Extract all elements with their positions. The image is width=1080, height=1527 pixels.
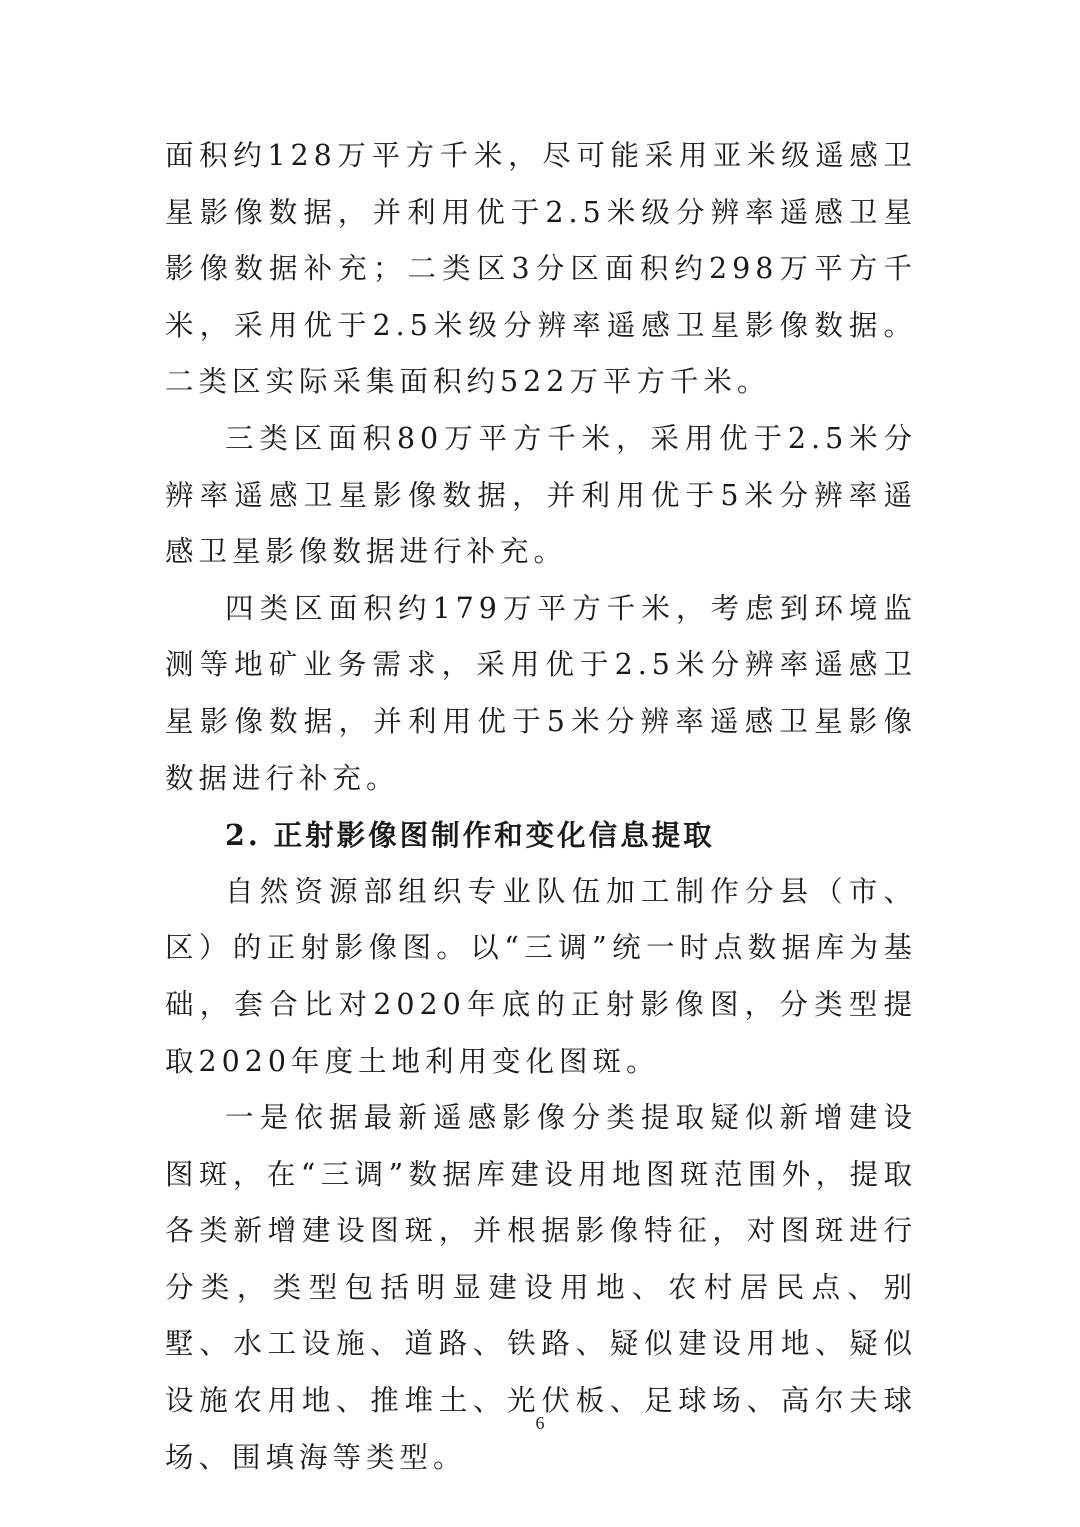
section-heading: 2. 正射影像图制作和变化信息提取 <box>225 818 715 853</box>
paragraph-new-construction-extraction: 一是依据最新遥感影像分类提取疑似新增建设图斑，在“三调”数据库建设用地图斑范围外，提取各类新增建设图斑，并根据影像特征，对图斑进行分类，类型包括明显建设用地、农村居民点、别墅、水工设施、道路、铁路、疑似建设用地、疑似设施农用地、推堆土、光伏板、足球场、高尔夫球场、围填海等类型。 <box>165 1101 917 1474</box>
page-number: 6 <box>535 1413 545 1433</box>
document-body <box>165 128 917 1486</box>
paragraph-class-four-area: 四类区面积约179万平方千米，考虑到环境监测等地矿业务需求，采用优于2.5米分辨率遥感卫星影像数据，并利用优于5米分辨率遥感卫星影像数据进行补充。 <box>165 591 917 795</box>
paragraph-class-three-area: 三类区面积80万平方千米，采用优于2.5米分辨率遥感卫星影像数据，并利用优于5米分辨率遥感卫星影像数据进行补充。 <box>165 421 917 569</box>
paragraph-continued-area: 面积约128万平方千米，尽可能采用亚米级遥感卫星影像数据，并利用优于2.5米级分辨率遥感卫星影像数据补充；二类区3分区面积约298万平方千米，采用优于2.5米级分辨率遥感卫星影像数据。二类区实际采集面积约522万平方千米。 <box>165 139 917 399</box>
paragraph-orthophoto-production: 自然资源部组织专业队伍加工制作分县（市、区）的正射影像图。以“三调”统一时点数据库为基础，套合比对2020年底的正射影像图，分类型提取2020年度土地利用变化图斑。 <box>165 874 917 1078</box>
